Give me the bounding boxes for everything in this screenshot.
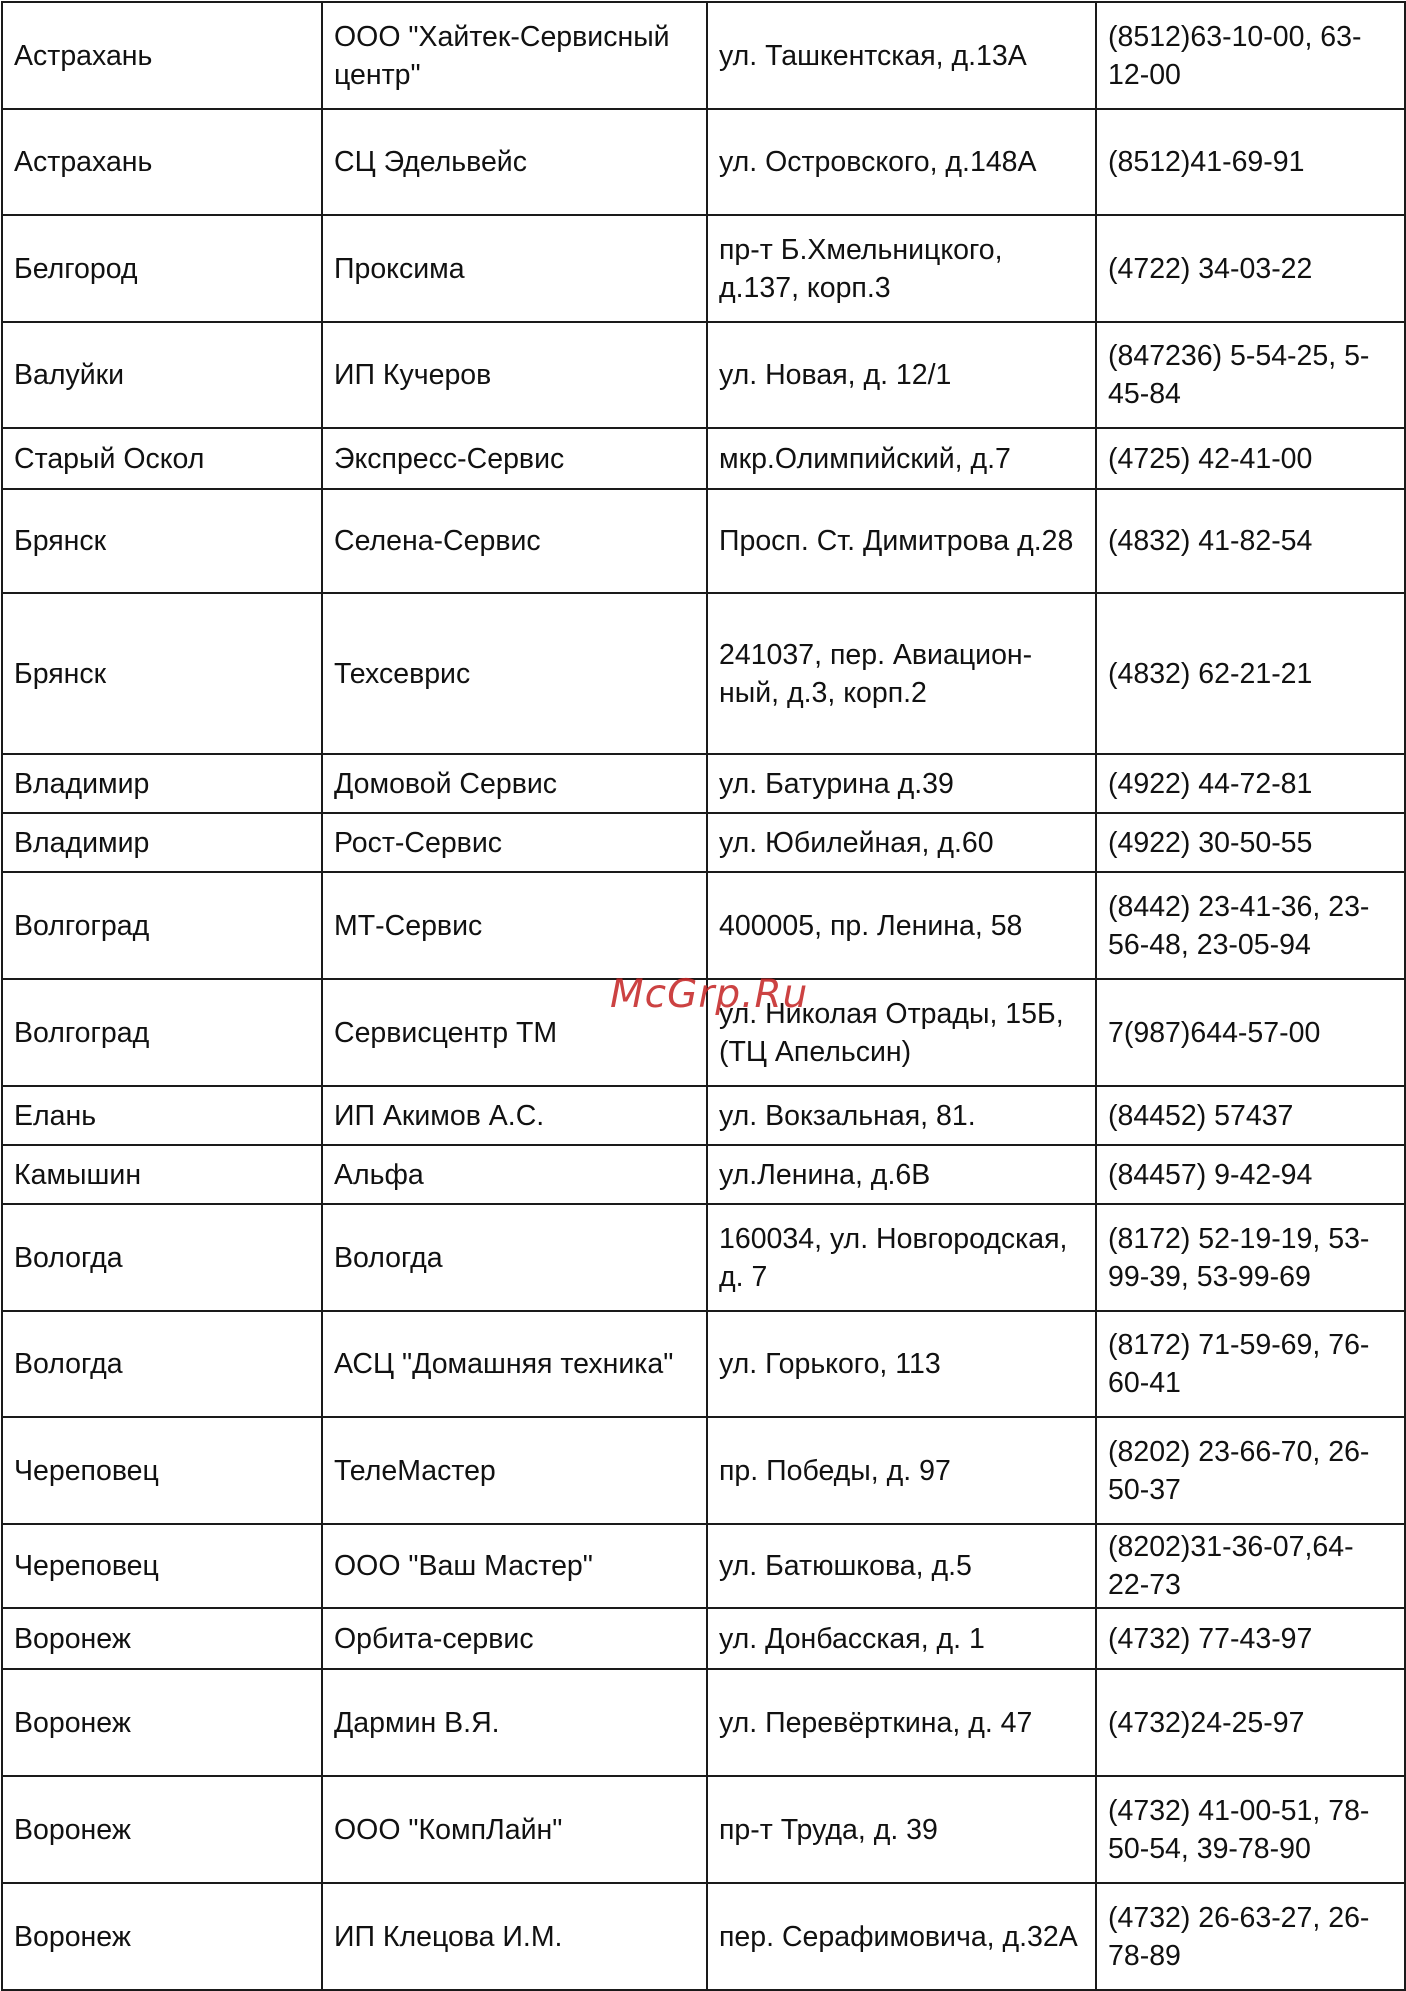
city-cell: Валуйки [2,322,322,428]
city-cell: Воронеж [2,1776,322,1883]
address-cell: ул. Новая, д. 12/1 [707,322,1096,428]
phone-cell: (4732) 77-43-97 [1096,1608,1405,1669]
address-cell: Просп. Ст. Димитрова д.28 [707,489,1096,593]
company-cell: Сервисцентр ТМ [322,979,707,1086]
table-row [2,2,1405,109]
address-cell: ул. Горького, 113 [707,1311,1096,1417]
company-cell: АСЦ "Домашняя техника" [322,1311,707,1417]
address-cell: ул. Батурина д.39 [707,754,1096,813]
table-row [2,1608,1405,1669]
city-cell: Воронеж [2,1608,322,1669]
city-cell: Волгоград [2,872,322,979]
phone-cell: (4732)24-25-97 [1096,1669,1405,1776]
table-row [2,489,1405,593]
company-cell: Альфа [322,1145,707,1204]
address-cell: ул.Ленина, д.6В [707,1145,1096,1204]
city-cell: Волгоград [2,979,322,1086]
city-cell: Владимир [2,813,322,872]
phone-cell: (8512)63-10-00, 63-12-00 [1096,2,1405,109]
phone-cell: (4922) 30-50-55 [1096,813,1405,872]
city-cell: Череповец [2,1524,322,1608]
address-cell: 241037, пер. Авиацион-ный, д.3, корп.2 [707,593,1096,754]
city-cell: Череповец [2,1417,322,1524]
table-row [2,1883,1405,1990]
city-cell: Камышин [2,1145,322,1204]
table-row [2,109,1405,215]
city-cell: Елань [2,1086,322,1145]
address-cell: ул. Донбасская, д. 1 [707,1608,1096,1669]
company-cell: ИП Кучеров [322,322,707,428]
phone-cell: (4725) 42-41-00 [1096,428,1405,489]
company-cell: Орбита-сервис [322,1608,707,1669]
address-cell: ул. Перевёрткина, д. 47 [707,1669,1096,1776]
address-cell: ул. Юбилейная, д.60 [707,813,1096,872]
table-row [2,813,1405,872]
address-cell: ул. Ташкентская, д.13А [707,2,1096,109]
city-cell: Воронеж [2,1669,322,1776]
phone-cell: (847236) 5-54-25, 5-45-84 [1096,322,1405,428]
address-cell: ул. Батюшкова, д.5 [707,1524,1096,1608]
company-cell: Экспресс-Сервис [322,428,707,489]
table-row [2,1204,1405,1311]
city-cell: Вологда [2,1204,322,1311]
city-cell: Астрахань [2,109,322,215]
address-cell: мкр.Олимпийский, д.7 [707,428,1096,489]
phone-cell: 7(987)644-57-00 [1096,979,1405,1086]
company-cell: ООО "КомпЛайн" [322,1776,707,1883]
company-cell: Вологда [322,1204,707,1311]
company-cell: Проксима [322,215,707,322]
address-cell: ул. Николая Отрады, 15Б, (ТЦ Апельсин) [707,979,1096,1086]
phone-cell: (4732) 41-00-51, 78-50-54, 39-78-90 [1096,1776,1405,1883]
address-cell: 160034, ул. Новгородская, д. 7 [707,1204,1096,1311]
phone-cell: (4722) 34-03-22 [1096,215,1405,322]
table-row [2,754,1405,813]
table-row [2,1311,1405,1417]
company-cell: Дармин В.Я. [322,1669,707,1776]
address-cell: пр. Победы, д. 97 [707,1417,1096,1524]
phone-cell: (4832) 41-82-54 [1096,489,1405,593]
phone-cell: (4732) 26-63-27, 26-78-89 [1096,1883,1405,1990]
phone-cell: (84452) 57437 [1096,1086,1405,1145]
phone-cell: (4832) 62-21-21 [1096,593,1405,754]
phone-cell: (8172) 71-59-69, 76-60-41 [1096,1311,1405,1417]
city-cell: Воронеж [2,1883,322,1990]
city-cell: Старый Оскол [2,428,322,489]
address-cell: пр-т Труда, д. 39 [707,1776,1096,1883]
table-row [2,593,1405,754]
watermark: McGrp.Ru [610,972,809,1017]
company-cell: СЦ Эдельвейс [322,109,707,215]
company-cell: Техсеврис [322,593,707,754]
table-row [2,1086,1405,1145]
company-cell: Рост-Сервис [322,813,707,872]
phone-cell: (8172) 52-19-19, 53-99-39, 53-99-69 [1096,1204,1405,1311]
table-row [2,428,1405,489]
city-cell: Вологда [2,1311,322,1417]
company-cell: МТ-Сервис [322,872,707,979]
phone-cell: (8202)31-36-07,64-22-73 [1096,1524,1405,1608]
table-row [2,1524,1405,1608]
city-cell: Владимир [2,754,322,813]
city-cell: Брянск [2,489,322,593]
company-cell: ИП Акимов А.С. [322,1086,707,1145]
phone-cell: (8512)41-69-91 [1096,109,1405,215]
table-row [2,1145,1405,1204]
phone-cell: (84457) 9-42-94 [1096,1145,1405,1204]
address-cell: пер. Серафимовича, д.32А [707,1883,1096,1990]
company-cell: ООО "Хайтек-Сервисный центр" [322,2,707,109]
company-cell: Селена-Сервис [322,489,707,593]
company-cell: Домовой Сервис [322,754,707,813]
phone-cell: (8202) 23-66-70, 26-50-37 [1096,1417,1405,1524]
address-cell: пр-т Б.Хмельницкого, д.137, корп.3 [707,215,1096,322]
company-cell: ИП Клецова И.М. [322,1883,707,1990]
city-cell: Астрахань [2,2,322,109]
company-cell: ТелеМастер [322,1417,707,1524]
address-cell: 400005, пр. Ленина, 58 [707,872,1096,979]
company-cell: ООО "Ваш Мастер" [322,1524,707,1608]
table-row [2,872,1405,979]
table-row [2,215,1405,322]
table-row [2,1417,1405,1524]
phone-cell: (8442) 23-41-36, 23-56-48, 23-05-94 [1096,872,1405,979]
table-row [2,1776,1405,1883]
table-row [2,1669,1405,1776]
table-row [2,322,1405,428]
address-cell: ул. Вокзальная, 81. [707,1086,1096,1145]
city-cell: Брянск [2,593,322,754]
address-cell: ул. Островского, д.148А [707,109,1096,215]
phone-cell: (4922) 44-72-81 [1096,754,1405,813]
city-cell: Белгород [2,215,322,322]
